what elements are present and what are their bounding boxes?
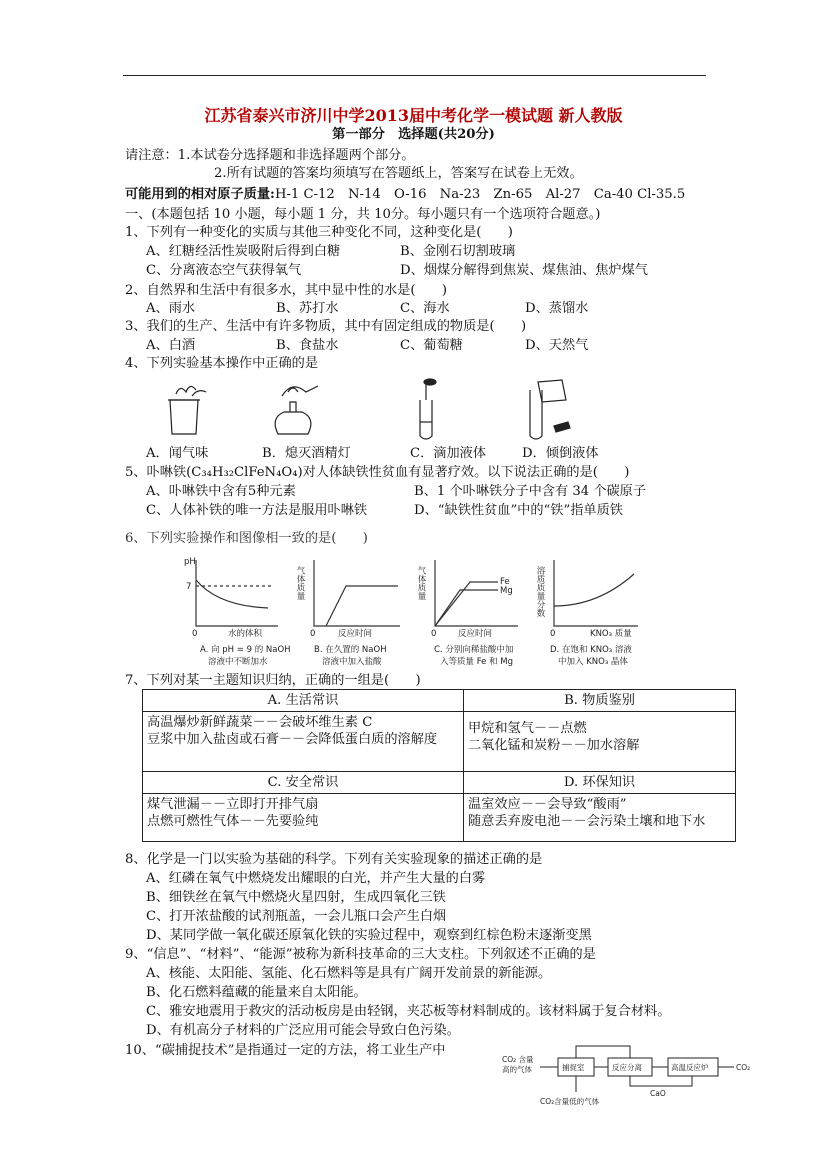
flow-input-label-2: 高的气体 <box>502 1065 532 1074</box>
q4-stem: 4、下列实验基本操作中正确的是 <box>125 356 319 371</box>
graph-b-cap2: 溶液中加入盐酸 <box>322 657 382 667</box>
cell-b-line-2: 二氧化锰和炭粉－－加水溶解 <box>468 738 640 753</box>
q7-knowledge-table <box>142 689 736 842</box>
table-head-d: D. 环保知识 <box>464 772 736 794</box>
top-recycle-line <box>576 1046 630 1058</box>
q5-option-b: B、1 个卟啉铁分子中含有 34 个碳原子 <box>414 484 647 499</box>
graph-c-cap2: 入等质量 Fe 和 Mg <box>440 657 513 667</box>
flow-input-label-1: CO₂ 含量 <box>502 1055 534 1064</box>
graph-c-series-fe: Fe <box>500 577 510 587</box>
q4-apparatus-figure <box>158 378 578 440</box>
top-rule <box>123 75 706 76</box>
atomic-mass-values: H-1 C-12 N-14 O-16 Na-23 Zn-65 Al-27 Ca-40 Cl-35.5 <box>274 187 686 202</box>
q10-stem: 10、“碳捕捉技术”是指通过一定的方法，将工业生产中 <box>125 1043 446 1058</box>
note-1: 请注意：1.本试卷分选择题和非选择题两个部分。 <box>125 148 415 163</box>
q8-option-b: B、细铁丝在氧气中燃烧火星四射，生成四氧化三铁 <box>146 890 446 905</box>
table-cell-d <box>464 794 736 842</box>
q9-option-c: C、雅安地震用于救灾的活动板房是由轻钢，夹芯板等材料制成的。该材料属于复合材料。 <box>146 1004 671 1019</box>
smelling-beaker-icon <box>168 386 206 434</box>
graph-b-ylabel: 气体质量 <box>295 566 305 600</box>
graph-d-ylabel: 溶质质量分数 <box>535 566 545 617</box>
graph-d-xlabel: KNO₃ 质量 <box>590 629 632 639</box>
graph-b-xlabel: 反应时间 <box>338 629 373 639</box>
document-title: 江苏省泰兴市济川中学2013届中考化学一模试题 新人教版 <box>204 106 623 125</box>
graph-c-series-mg: Mg <box>500 586 513 596</box>
q2-option-d: D、蒸馏水 <box>525 301 589 316</box>
q8-stem: 8、化学是一门以实验为基础的科学。下列有关实验现象的描述正确的是 <box>125 852 543 867</box>
cell-c-line-2: 点燃可燃性气体－－先要验纯 <box>147 814 319 829</box>
table-head-c: C. 安全常识 <box>143 772 464 794</box>
graph-a-ylabel: pH <box>184 557 196 567</box>
q9-stem: 9、“信息”、“材料”、“能源”被称为新科技革命的三大支柱。下列叙述不正确的是 <box>125 947 596 962</box>
section-heading: 第一部分 选择题(共20分) <box>332 127 495 142</box>
q9-option-a: A、核能、太阳能、氢能、化石燃料等是具有广阔开发前景的新能源。 <box>146 966 552 981</box>
dropper-test-tube-icon <box>420 379 436 439</box>
graph-c-origin: 0 <box>431 629 437 639</box>
q4-option-c: C．滴加液体 <box>410 446 487 461</box>
cell-d-line-1: 温室效应－－会导致“酸雨” <box>468 797 627 812</box>
q1-option-d: D、烟煤分解得到焦炭、煤焦油、焦炉煤气 <box>400 263 648 278</box>
q6-stem: 6、下列实验操作和图像相一致的是( ) <box>125 531 368 546</box>
graph-b-origin: 0 <box>310 629 316 639</box>
note-2: 2.所有试题的答案均须填写在答题纸上，答案写在试卷上无效。 <box>214 166 583 181</box>
q4-option-b: B．熄灭酒精灯 <box>262 446 351 461</box>
q8-option-d: D、某同学做一氧化碳还原氧化铁的实验过程中，观察到红棕色粉末逐渐变黑 <box>146 928 592 943</box>
graph-b-cap1: B. 在久置的 NaOH <box>314 645 387 655</box>
graph-c-ylabel: 气体质量 <box>416 566 426 600</box>
graph-c-xlabel: 反应时间 <box>458 629 493 639</box>
table-cell-b <box>464 712 736 772</box>
graph-c-fe-line <box>435 582 498 626</box>
q3-option-a: A、白酒 <box>146 338 196 353</box>
graph-a-axes <box>196 560 278 626</box>
cao-label: CaO <box>650 1089 666 1098</box>
graph-a-xlabel: 水的体积 <box>228 629 263 639</box>
graph-a-cap2: 溶液中不断加水 <box>208 657 268 667</box>
alcohol-lamp-icon <box>275 386 318 434</box>
q9-option-d: D、有机高分子材料的广泛应用可能会导致白色污染。 <box>146 1023 460 1038</box>
q3-option-b: B、食盐水 <box>276 338 339 353</box>
box3-label: 高温反应炉 <box>671 1063 709 1072</box>
graph-b-axes <box>314 560 400 626</box>
q8-option-c: C、打开浓盐酸的试剂瓶盖，一会儿瓶口会产生白烟 <box>146 909 447 924</box>
graph-d-curve <box>554 574 634 606</box>
q1-stem: 1、下列有一种变化的实质与其他三种变化不同，这种变化是( ) <box>125 225 513 240</box>
q3-option-c: C、葡萄糖 <box>400 338 463 353</box>
graph-c-cap1: C. 分别向稀盐酸中加 <box>434 645 514 655</box>
graph-d-origin: 0 <box>550 629 556 639</box>
q1-option-b: B、金刚石切割玻璃 <box>400 244 516 259</box>
table-cell-c <box>143 794 464 842</box>
q5-option-d: D、“缺铁性贫血”中的“铁”指单质铁 <box>414 503 623 518</box>
cell-d-line-2: 随意丢弃废电池－－会污染土壤和地下水 <box>468 814 706 829</box>
flow-low-label: CO₂含量低的气体 <box>540 1097 600 1106</box>
q2-option-c: C、海水 <box>400 301 450 316</box>
atomic-mass-label: 可能用到的相对原子质量: <box>125 187 275 202</box>
graph-a-tick: 7 <box>186 582 192 592</box>
q2-stem: 2、自然界和生活中有很多水，其中显中性的水是( ) <box>125 283 447 298</box>
graph-c-mg-line <box>435 590 498 626</box>
box1-label: 捕捉室 <box>562 1063 585 1072</box>
q5-option-c: C、人体补铁的唯一方法是服用卟啉铁 <box>146 503 368 518</box>
q6-graphs <box>178 552 648 672</box>
cell-a-line-2: 豆浆中加入盐卤或石膏－－会降低蛋白质的溶解度 <box>147 732 438 747</box>
flow-output-label: CO₂ <box>736 1063 751 1072</box>
cao-recycle-line <box>630 1076 692 1086</box>
q9-option-b: B、化石燃料蕴藏的能量来自太阳能。 <box>146 985 367 1000</box>
graph-d-axes <box>554 560 638 626</box>
graph-d-cap1: D. 在饱和 KNO₃ 溶液 <box>550 645 632 655</box>
table-head-b: B. 物质鉴别 <box>464 690 736 712</box>
graph-a-origin: 0 <box>192 629 198 639</box>
atomic-mass-line <box>125 186 685 203</box>
graph-a-curve <box>196 580 268 608</box>
q3-stem: 3、我们的生产、生活中有许多物质，其中有固定组成的物质是( ) <box>125 319 527 334</box>
q2-option-a: A、雨水 <box>146 301 196 316</box>
q7-stem: 7、下列对某一主题知识归纳，正确的一组是( ) <box>125 673 421 688</box>
box2-label: 反应分离 <box>612 1063 642 1072</box>
graph-a-cap1: A. 向 pH = 9 的 NaOH <box>200 645 291 655</box>
q2-option-b: B、苏打水 <box>276 301 339 316</box>
graph-d-cap2: 中加入 KNO₃ 晶体 <box>558 657 628 667</box>
cell-c-line-1: 煤气泄漏－－立即打开排气扇 <box>147 797 319 812</box>
q1-option-c: C、分离液态空气获得氧气 <box>146 263 302 278</box>
pouring-bottle-icon <box>530 380 570 439</box>
table-head-a: A. 生活常识 <box>143 690 464 712</box>
cell-a-line-1: 高温爆炒新鲜蔬菜－－会破坏维生素 C <box>147 715 373 730</box>
q5-option-a: A、卟啉铁中含有5种元素 <box>146 484 296 499</box>
q3-option-d: D、天然气 <box>525 338 589 353</box>
q4-option-a: A．闻气味 <box>146 446 209 461</box>
part1-intro: 一、(本题包括 10 小题，每小题 1 分，共 10分。每小题只有一个选项符合题意。) <box>125 207 601 222</box>
q8-option-a: A、红磷在氧气中燃烧发出耀眼的白光，并产生大量的白雾 <box>146 871 486 886</box>
cell-b-line-1: 甲烷和氢气－－点燃 <box>468 721 587 736</box>
q10-flow-diagram <box>500 1038 760 1132</box>
q4-option-d: D．倾倒液体 <box>522 446 599 461</box>
graph-b-curve <box>326 586 398 626</box>
q5-stem: 5、卟啉铁(C₃₄H₃₂ClFeN₄O₄)对人体缺铁性贫血有显著疗效。以下说法正确的是( ) <box>125 465 630 480</box>
q1-option-a: A、红糖经活性炭吸附后得到白糖 <box>146 244 341 259</box>
table-cell-a <box>143 712 464 772</box>
